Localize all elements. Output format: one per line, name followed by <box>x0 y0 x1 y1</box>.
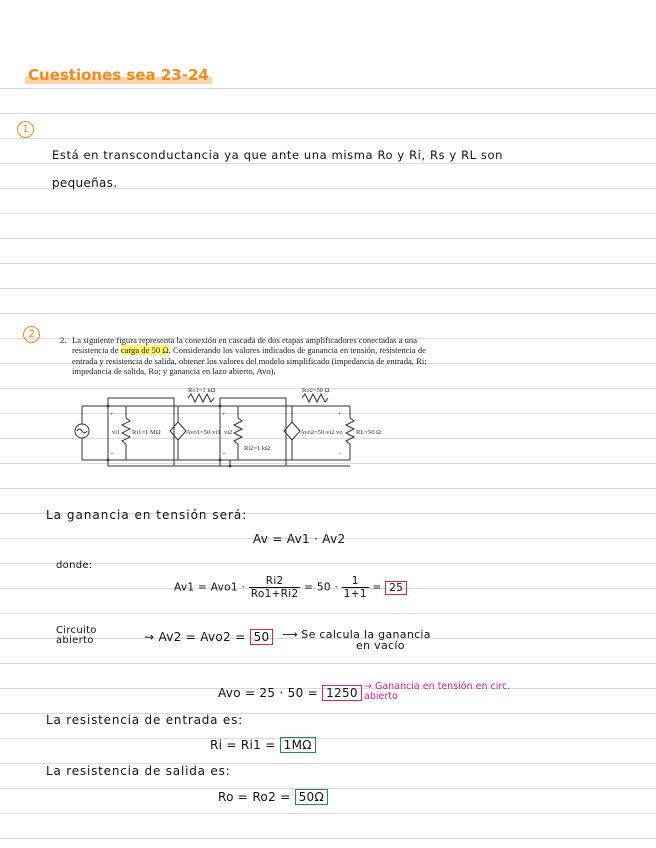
av1-fraction-2 <box>342 575 369 600</box>
ri-result-box: 1MΩ <box>280 737 316 753</box>
av2-expr: → Av2 = Avo2 = <box>144 630 246 644</box>
cascade-amplifier-circuit <box>70 388 390 494</box>
question-number-2: 2 <box>23 326 40 343</box>
label-plus-3: + <box>338 411 342 418</box>
label-minus-2: − <box>222 451 226 458</box>
gain-intro: La ganancia en tensión será: <box>46 508 248 522</box>
problem-text-after: . Considerando los valores indicados de ganancia en tensión, resistencia de entrada y resistencia de salida, obtener los valores del modelo simplificado (impedancia de entrada, Ri; impedancia de salida, Ro; y ganancia en lazo abierto, Avo). <box>72 345 427 377</box>
avo-note: → Ganancia en tensión en circ. abierto <box>364 681 511 702</box>
label-ro1: Ro1=1 kΩ <box>188 388 216 394</box>
label-ro2: Ro2=50 Ω <box>302 388 330 394</box>
label-vi2: vi2 <box>224 429 233 436</box>
av1-frac2-den: 1+1 <box>343 588 367 600</box>
ri-expr: Ri = Ri1 = <box>210 738 276 752</box>
problem-text-before: La siguiente figura representa la conexión en cascada de dos etapas amplificadores conectadas a una resistencia de <box>72 335 418 356</box>
av1-result-box: 25 <box>385 581 407 595</box>
circuito-label-line-1: Circuito <box>56 625 97 636</box>
av2-note-line-2: en vacío <box>356 639 405 652</box>
q1-answer-line-2: pequeñas. <box>52 176 118 190</box>
label-av1: Avo1=50·vi1 <box>186 429 221 436</box>
av2-result-box: 50 <box>250 629 274 645</box>
question-number-1: 1 <box>17 121 34 138</box>
ri-intro: La resistencia de entrada es: <box>46 713 243 727</box>
label-ri2: Ri2=1 kΩ <box>244 445 271 452</box>
q1-answer-line-1: Está en transconductancia ya que ante una misma Ro y Ri, Rs y RL son <box>52 148 504 162</box>
ro-expr: Ro = Ro2 = <box>218 790 291 804</box>
label-plus-1: + <box>110 411 114 418</box>
problem-number: 2. <box>60 335 67 345</box>
label-vi1: vi1 <box>112 429 121 436</box>
label-av2: Avo2=50·vi2 <box>300 429 335 436</box>
avo-result-box: 1250 <box>322 685 362 701</box>
label-plus-2: + <box>222 411 226 418</box>
ri-equation <box>210 738 316 752</box>
av1-mid: = 50 · <box>304 581 339 594</box>
av1-frac2-num: 1 <box>342 575 369 588</box>
problem-highlight: carga de 50 Ω <box>120 345 169 356</box>
av1-fraction <box>249 575 301 600</box>
label-minus-1: − <box>110 451 114 458</box>
avo-equation <box>218 686 362 700</box>
label-ri1: Ri1=1 MΩ <box>132 429 161 436</box>
donde-label: donde: <box>56 560 93 571</box>
page-title: Cuestiones sea 23-24 <box>25 66 212 84</box>
av1-equation <box>174 575 407 600</box>
circuito-abierto-label <box>56 626 97 646</box>
gain-formula: Av = Av1 · Av2 <box>253 532 346 546</box>
ro-result-box: 50Ω <box>295 789 328 805</box>
av2-note-line-1: ⟶ Se calcula la ganancia <box>282 628 431 641</box>
label-minus-3: − <box>338 451 342 458</box>
av1-eq: = <box>372 581 382 594</box>
ro-intro: La resistencia de salida es: <box>46 764 231 778</box>
av1-frac-den: Ro1+Ri2 <box>250 588 299 600</box>
label-rl: RL=50 Ω <box>356 429 381 436</box>
av1-frac-num: Ri2 <box>249 575 301 588</box>
label-vo: vo <box>336 429 343 436</box>
av2-equation <box>144 630 273 644</box>
av2-note <box>282 629 431 651</box>
circuito-label-line-2: abierto <box>56 635 94 646</box>
av1-lhs: Av1 = Avo1 · <box>174 581 246 594</box>
problem-statement <box>60 335 440 377</box>
av2-note-text-1: Se calcula la ganancia <box>301 628 431 641</box>
avo-expr: Avo = 25 · 50 = <box>218 686 318 700</box>
ro-equation <box>218 790 328 804</box>
